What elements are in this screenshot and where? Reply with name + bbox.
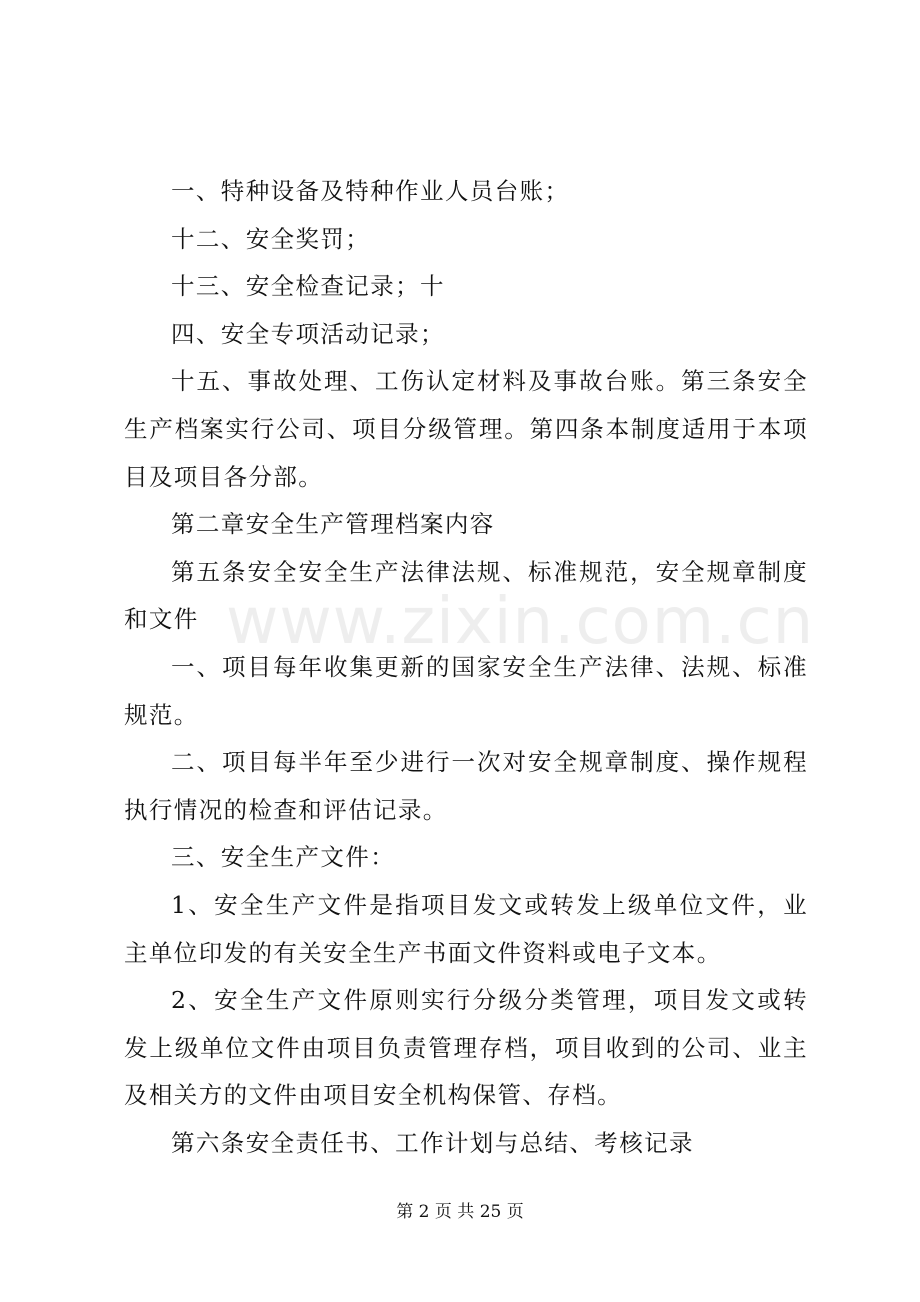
- paragraph-9: 二、项目每半年至少进行一次对安全规章制度、操作规程执行情况的检查和评估记录。: [124, 748, 808, 824]
- paragraph-8: 一、项目每年收集更新的国家安全生产法律、法规、标准规范。: [124, 652, 808, 729]
- paragraph-1: 一、特种设备及特种作业人员台账；: [171, 177, 570, 205]
- document-body: [124, 168, 815, 1167]
- paragraph-4: 四、安全专项活动记录；: [171, 319, 445, 348]
- paragraph-12: 2、安全生产文件原则实行分级分类管理，项目发文或转发上级单位文件由项目负责管理存档，项目收到的公司、业主及相关方的文件由项目安全机构保管、存档。: [124, 986, 808, 1110]
- paragraph-10: 三、安全生产文件：: [171, 843, 396, 872]
- page-footer: 第 2 页 共 25 页: [396, 1202, 524, 1222]
- chapter-heading: 第二章安全生产管理档案内容: [171, 510, 495, 539]
- paragraph-7: 第五条安全安全生产法律法规、标准规范，安全规章制度和文件: [124, 557, 808, 634]
- paragraph-11: 1、安全生产文件是指项目发文或转发上级单位文件，业主单位印发的有关安全生产书面文件资料或电子文本。: [124, 890, 808, 967]
- paragraph-3: 十三、安全检查记录；十: [171, 272, 445, 301]
- paragraph-13: 第六条安全责任书、工作计划与总结、考核记录: [171, 1128, 694, 1157]
- paragraph-2: 十二、安全奖罚；: [171, 224, 371, 253]
- paragraph-5: 十五、事故处理、工伤认定材料及事故台账。第三条安全生产档案实行公司、项目分级管理。第四条本制度适用于本项目及项目各分部。: [124, 367, 808, 491]
- watermark: www.zixin.com.cn: [226, 585, 815, 659]
